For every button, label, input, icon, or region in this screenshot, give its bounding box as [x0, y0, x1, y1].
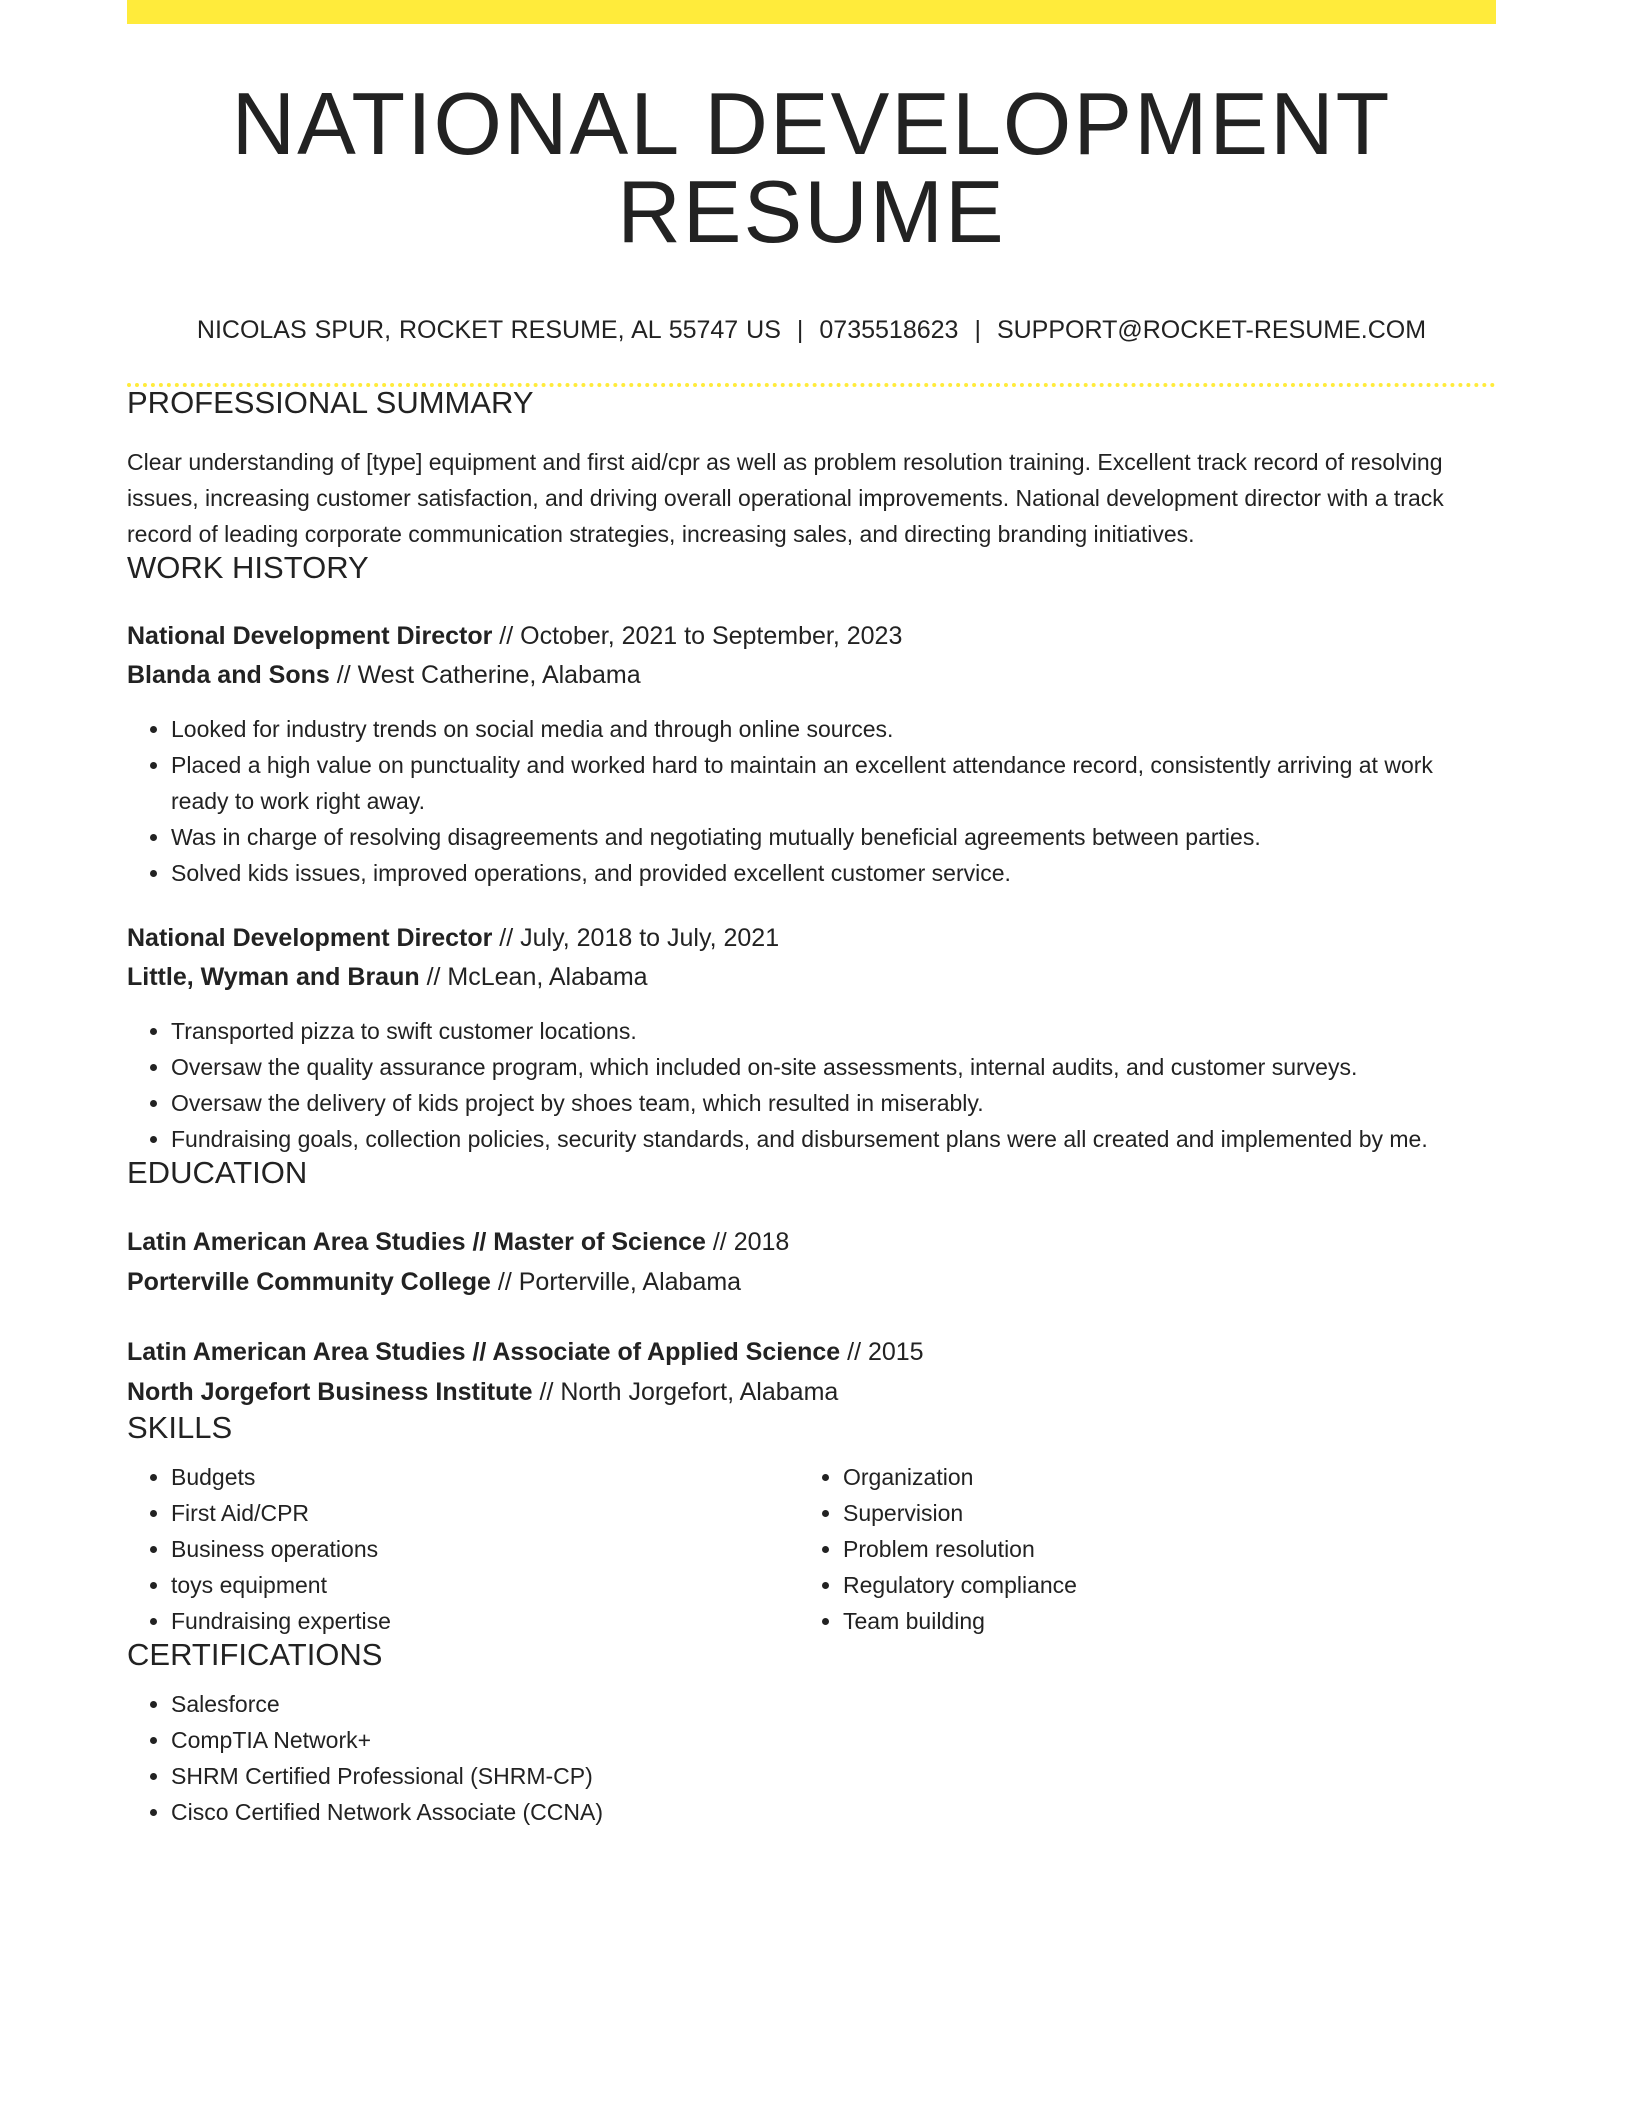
skill-item: • Problem resolution	[843, 1531, 1471, 1567]
education-entry	[127, 1332, 1496, 1412]
education-school-line	[127, 1372, 1496, 1412]
skill-item: • toys equipment	[171, 1567, 799, 1603]
job-bullet: • Oversaw the delivery of kids project by shoes team, which resulted in miserably.	[171, 1085, 1496, 1121]
job-bullet: • Looked for industry trends on social media and through online sources.	[171, 711, 1496, 747]
certifications-list	[127, 1686, 1496, 1830]
skill-item: • Business operations	[171, 1531, 799, 1567]
job-bullet: • Was in charge of resolving disagreements and negotiating mutually beneficial agreements between parties.	[171, 819, 1496, 855]
skill-item: • Supervision	[843, 1495, 1471, 1531]
education-location: // Porterville, Alabama	[490, 1268, 742, 1296]
job-entry	[127, 617, 1496, 891]
job-location: // McLean, Alabama	[419, 963, 648, 991]
skills-heading: SKILLS	[127, 1410, 233, 1445]
skills-list-right	[799, 1459, 1471, 1639]
contact-email: SUPPORT@ROCKET-RESUME.COM	[996, 316, 1427, 344]
certification-item: • Cisco Certified Network Associate (CCNA)	[171, 1794, 1496, 1830]
certification-item: • Salesforce	[171, 1686, 1496, 1722]
job-company: Little, Wyman and Braun	[127, 963, 420, 991]
education-school-line	[127, 1262, 1496, 1302]
job-bullet: • Placed a high value on punctuality and worked hard to maintain an excellent attendance record, consistently arriving at work ready to work right away.	[171, 747, 1496, 819]
job-dates: // October, 2021 to September, 2023	[492, 622, 903, 650]
education-degree: Latin American Area Studies // Master of Science	[127, 1228, 706, 1256]
education-year: // 2015	[840, 1338, 924, 1366]
job-bullet: • Oversaw the quality assurance program, which included on-site assessments, internal audits, and customer surveys.	[171, 1049, 1496, 1085]
education-school: North Jorgefort Business Institute	[127, 1378, 533, 1406]
skill-item: • Budgets	[171, 1459, 799, 1495]
job-bullets	[127, 1013, 1496, 1157]
skills-columns	[127, 1459, 1496, 1639]
job-title: National Development Director	[127, 622, 493, 650]
skill-item: • Regulatory compliance	[843, 1567, 1471, 1603]
job-entry	[127, 919, 1496, 1157]
job-company: Blanda and Sons	[127, 661, 330, 689]
education-degree: Latin American Area Studies // Associate of Applied Science	[127, 1338, 841, 1366]
job-title: National Development Director	[127, 924, 493, 952]
contact-phone: 0735518623	[819, 316, 959, 344]
skill-item: • First Aid/CPR	[171, 1495, 799, 1531]
skill-item: • Organization	[843, 1459, 1471, 1495]
certification-item: • CompTIA Network+	[171, 1722, 1496, 1758]
education-heading: EDUCATION	[127, 1155, 308, 1190]
job-title-line	[127, 919, 1496, 958]
work-history-heading: WORK HISTORY	[127, 550, 369, 585]
job-location: // West Catherine, Alabama	[329, 661, 641, 689]
resume-title: NATIONAL DEVELOPMENT RESUME	[231, 74, 1392, 261]
education-location: // North Jorgefort, Alabama	[532, 1378, 839, 1406]
job-bullet: • Solved kids issues, improved operations, and provided excellent customer service.	[171, 855, 1496, 891]
skills-list-left	[127, 1459, 799, 1639]
job-bullets	[127, 711, 1496, 891]
job-title-line	[127, 617, 1496, 656]
skill-item: • Fundraising expertise	[171, 1603, 799, 1639]
summary-heading: PROFESSIONAL SUMMARY	[127, 385, 534, 420]
job-company-line	[127, 958, 1496, 997]
education-school: Porterville Community College	[127, 1268, 491, 1296]
education-degree-line	[127, 1332, 1496, 1372]
education-year: // 2018	[705, 1228, 790, 1256]
summary-text: Clear understanding of [type] equipment and first aid/cpr as well as problem resolution training. Excellent track record of resolving issues, increasing customer satisfaction, and driving overall operational improvements. National development director with a track record of leading corporate communication strategies, increasing sales, and directing branding initiatives.	[127, 449, 1444, 547]
contact-separator: |	[974, 316, 981, 344]
contact-address: NICOLAS SPUR, ROCKET RESUME, AL 55747 US	[196, 316, 781, 344]
skill-item: • Team building	[843, 1603, 1471, 1639]
certifications-heading: CERTIFICATIONS	[127, 1637, 383, 1672]
job-bullet: • Fundraising goals, collection policies, security standards, and disbursement plans were all created and implemented by me.	[171, 1121, 1496, 1157]
education-degree-line	[127, 1222, 1496, 1262]
resume-content	[127, 0, 1496, 1830]
contact-separator: |	[796, 316, 804, 344]
education-entry	[127, 1222, 1496, 1302]
certification-item: • SHRM Certified Professional (SHRM-CP)	[171, 1758, 1496, 1794]
accent-top-bar	[127, 0, 1496, 24]
job-dates: // July, 2018 to July, 2021	[492, 924, 780, 952]
contact-line	[127, 318, 1496, 343]
job-company-line	[127, 656, 1496, 695]
job-bullet: • Transported pizza to swift customer locations.	[171, 1013, 1496, 1049]
